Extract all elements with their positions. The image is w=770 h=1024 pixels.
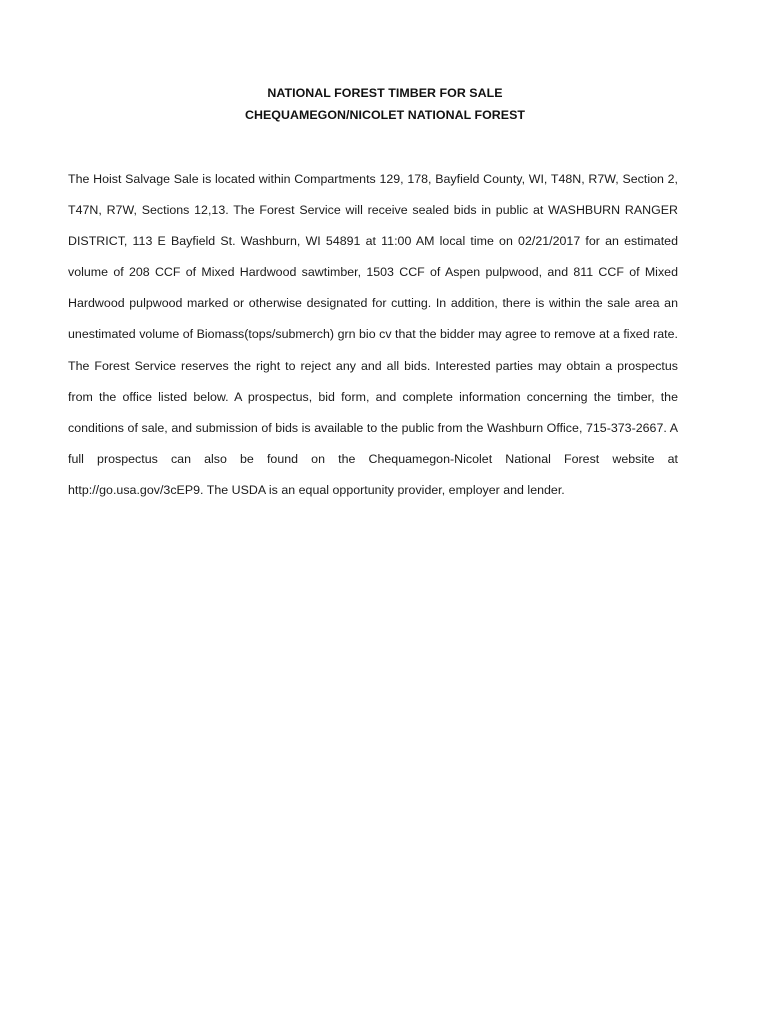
- document-subtitle: CHEQUAMEGON/NICOLET NATIONAL FOREST: [244, 108, 526, 122]
- document-title: NATIONAL FOREST TIMBER FOR SALE: [267, 86, 503, 100]
- sale-notice-paragraph: The Hoist Salvage Sale is located within Compartments 129, 178, Bayfield County, WI, T48N, R7W, Section 2, T47N, R7W, Sections 12,13. The Forest Service will receive sealed bids in public at WASHBURN RANGER DISTRICT, 113 E Bayfield St. Washburn, WI 54891 at 11:00 AM local time on 02/21/2017 for an estimated volume of 208 CCF of Mixed Hardwood sawtimber, 1503 CCF of Aspen pulpwood, and 811 CCF of Mixed Hardwood pulpwood marked or otherwise designated for cutting. In addition, there is within the sale area an unestimated volume of Biomass(tops/submerch) grn bio cv that the bidder may agree to remove at a fixed rate. The Forest Service reserves the right to reject any and all bids. Interested parties may obtain a prospectus from the office listed below. A prospectus, bid form, and complete information concerning the timber, the conditions of sale, and submission of bids is available to the public from the Washburn Office, 715-373-2667. A full prospectus can also be found on the Chequamegon-Nicolet National Forest website at http://go.usa.gov/3cEP9. The USDA is an equal opportunity provider, employer and lender.: [68, 172, 678, 497]
- document-header: [0, 82, 770, 126]
